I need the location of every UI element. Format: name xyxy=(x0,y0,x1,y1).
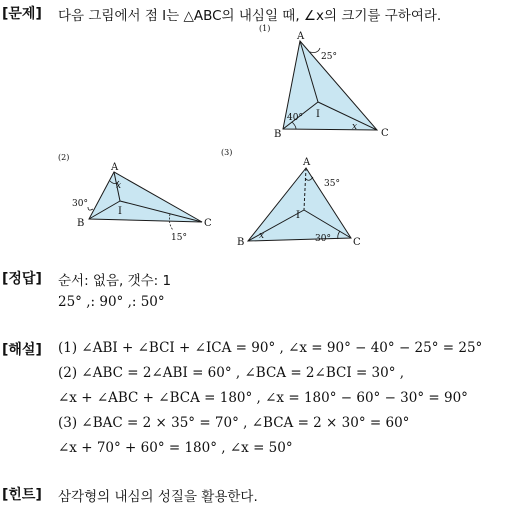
figure-1-label: (1) xyxy=(259,24,271,33)
figure-1-vertex-a: A xyxy=(297,31,305,42)
figure-1-vertex-i: I xyxy=(316,109,320,120)
figure-3-vertex-b: B xyxy=(237,237,245,248)
figure-2-angle-left: 30° xyxy=(72,199,88,209)
figure-2-vertex-i: I xyxy=(118,206,122,217)
hint-text: 삼각형의 내심의 성질을 활용한다. xyxy=(58,489,258,505)
solution-line-2: (2) ∠ABC = 2∠ABI = 60° , ∠BCA = 2∠BCI = 30° , xyxy=(58,365,405,381)
figure-3-vertex-i: I xyxy=(296,210,300,221)
solution-line-4: (3) ∠BAC = 2 × 35° = 70° , ∠BCA = 2 × 30° = 60° xyxy=(58,415,410,431)
figure-1-vertex-b: B xyxy=(274,129,282,140)
problem-tag: [문제] xyxy=(2,6,42,22)
solution-tag: [해설] xyxy=(2,342,42,358)
figure-2-label: (2) xyxy=(58,153,70,162)
solution-line-5: ∠x + 70° + 60° = 180° , ∠x = 50° xyxy=(58,440,293,456)
figure-1-angle-top: 25° xyxy=(321,52,337,62)
solution-line-3: ∠x + ∠ABC + ∠BCA = 180° , ∠x = 180° − 60° − 30° = 90° xyxy=(58,390,468,406)
figure-3-angle-right: 30° xyxy=(315,234,331,244)
figure-1-angle-left: 40° xyxy=(287,113,303,123)
figure-3-vertex-a: A xyxy=(303,157,311,168)
answer-line-1: 순서: 없음, 갯수: 1 xyxy=(58,273,172,289)
figure-2-angle-x: x xyxy=(116,181,122,191)
answer-tag: [정답] xyxy=(2,271,42,287)
figure-2-angle-bottom: 15° xyxy=(171,233,187,243)
figure-3-angle-top: 35° xyxy=(324,179,340,189)
figure-1-vertex-c: C xyxy=(381,128,389,139)
figure-3-label: (3) xyxy=(221,148,233,157)
figure-1-angle-x: x xyxy=(352,122,358,132)
answer-line-2: 25° ,: 90° ,: 50° xyxy=(58,294,165,310)
figure-2-vertex-c: C xyxy=(204,218,212,229)
figure-2-vertex-b: B xyxy=(77,218,85,229)
figure-3-vertex-c: C xyxy=(353,237,361,248)
figure-2-vertex-a: A xyxy=(111,162,119,173)
problem-text: 다음 그림에서 점 I는 △ABC의 내심일 때, ∠x의 크기를 구하여라. xyxy=(58,8,442,24)
solution-line-1: (1) ∠ABI + ∠BCI + ∠ICA = 90° , ∠x = 90° − 40° − 25° = 25° xyxy=(58,340,483,356)
hint-tag: [힌트] xyxy=(2,487,42,503)
figure-3-angle-x: x xyxy=(259,231,265,241)
